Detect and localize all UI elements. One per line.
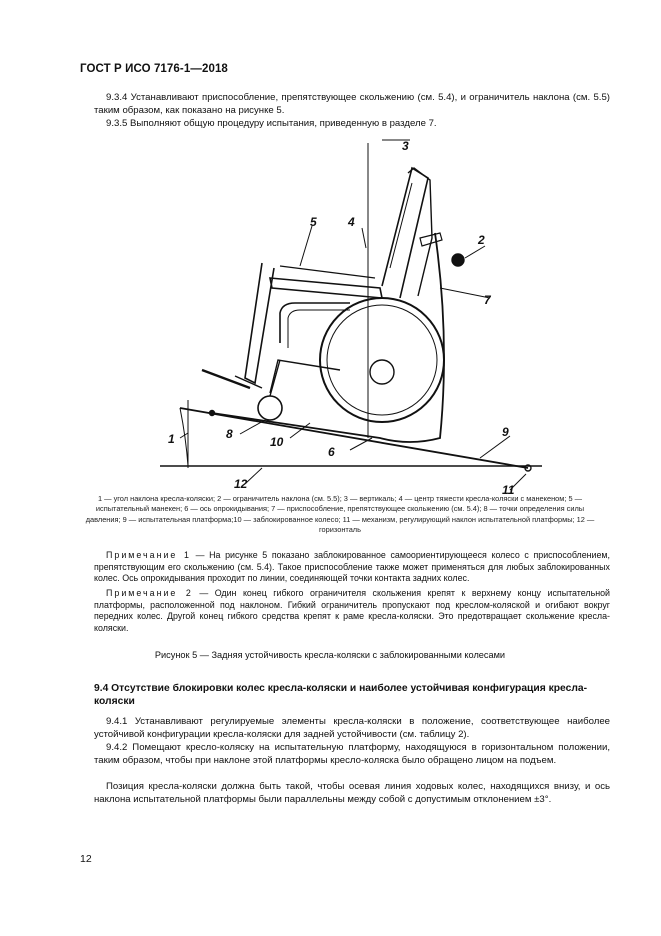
note-text: — На рисунке 5 показано заблокированное самоориентирующееся колесо с приспособлением, препятствующим его скольжению (см. 5.4). Такое приспособление также может применяться для любых заблокированных колес. Ось опрокидывания проходит по линии, соединяющей точки контакта задних колес. xyxy=(94,550,610,584)
page-header: ГОСТ Р ИСО 7176-1—2018 xyxy=(80,63,228,75)
paragraph-text: Позиция кресла-коляски должна быть такой, чтобы осевая линия ходовых колес, находящихся внизу, и ось наклона испытательной платформы были параллельны между собой с допустимым отклонением ±3°. xyxy=(94,781,610,805)
paragraph-9-4-2 xyxy=(94,742,610,767)
center-of-gravity xyxy=(370,360,394,384)
fig-label-6: 6 xyxy=(328,445,335,459)
fig-label-5: 5 xyxy=(310,215,317,229)
fig-label-7: 7 xyxy=(484,293,491,307)
note-2 xyxy=(94,588,610,634)
test-manikin xyxy=(382,168,428,298)
paragraph-9-3-4 xyxy=(94,92,610,117)
tilt-restraint xyxy=(452,254,464,266)
paragraph-text: 9.3.5 Выполняют общую процедуру испытания, приведенную в разделе 7. xyxy=(106,118,437,129)
paragraph-text: 9.3.4 Устанавливают приспособление, препятствующее скольжению (см. 5.4), и ограничитель наклона (см. 5.5) таким образом, как показано на рисунке 5. xyxy=(94,92,610,116)
note-label: Примечание 2 xyxy=(106,588,193,598)
figure-legend: 1 — угол наклона кресла-коляски; 2 — ограничитель наклона (см. 5.5); 3 — вертикаль; 4 — центр тяжести кресла-коляски с манекеном; 5 — испытательный манекен; 6 — ось опрокидывания; 7 — приспособление, препятствующее скольжению (см. 5.4); 8 — точки определения силы давления; 9 — испытательная платформа;10 — заблокированное колесо; 11 — механизм, регулирующий наклон испытательной платформы; 12 — горизонталь xyxy=(85,494,595,535)
paragraph-9-4-1 xyxy=(94,716,610,741)
note-1 xyxy=(94,550,610,585)
fig-label-8: 8 xyxy=(226,427,233,441)
page-number: 12 xyxy=(80,853,92,865)
fig-label-9: 9 xyxy=(502,425,509,439)
fig-label-4: 4 xyxy=(348,215,355,229)
fig-label-2: 2 xyxy=(478,233,485,247)
paragraph-9-3-5 xyxy=(94,118,610,131)
anti-slip-strap xyxy=(212,233,444,442)
locked-castor-wheel xyxy=(258,396,282,420)
fig-label-12: 12 xyxy=(234,477,248,491)
fig-label-10: 10 xyxy=(270,435,284,449)
section-heading: 9.4 Отсутствие блокировки колес кресла-коляски и наиболее устойчивая конфигурация кресла-коляски xyxy=(94,683,588,707)
note-text: — Один конец гибкого ограничителя скольжения крепят к верхнему концу испытательной платформы, расположенной под наклоном. Гибкий ограничитель пропускают под креслом-коляской и огибают вокруг передних колес. Другой конец гибкого средства крепят к раме кресла-коляски. Это предотвращает скольжение кресла-коляски. xyxy=(94,588,610,633)
paragraph-text: 9.4.2 Помещают кресло-коляску на испытательную платформу, находящуюся в горизонтальном положении, таким образом, чтобы при наклоне этой платформы кресло-коляска было обращено лицом на подъем. xyxy=(94,742,610,766)
figure-5-drawing xyxy=(150,138,550,497)
paragraph-text: 9.4.1 Устанавливают регулируемые элементы кресла-коляски в положение, соответствующее наиболее устойчивой конфигурации кресла-коляски для задней устойчивости (см. таблицу 2). xyxy=(94,716,610,740)
fig-label-11: 11 xyxy=(502,483,515,497)
fig-label-3: 3 xyxy=(402,139,409,153)
note-label: Примечание 1 xyxy=(106,550,191,560)
figure-title: Рисунок 5 — Задняя устойчивость кресла-коляски с заблокированными колесами xyxy=(154,650,506,660)
paragraph-position xyxy=(94,781,610,806)
fig-label-1: 1 xyxy=(168,432,175,446)
